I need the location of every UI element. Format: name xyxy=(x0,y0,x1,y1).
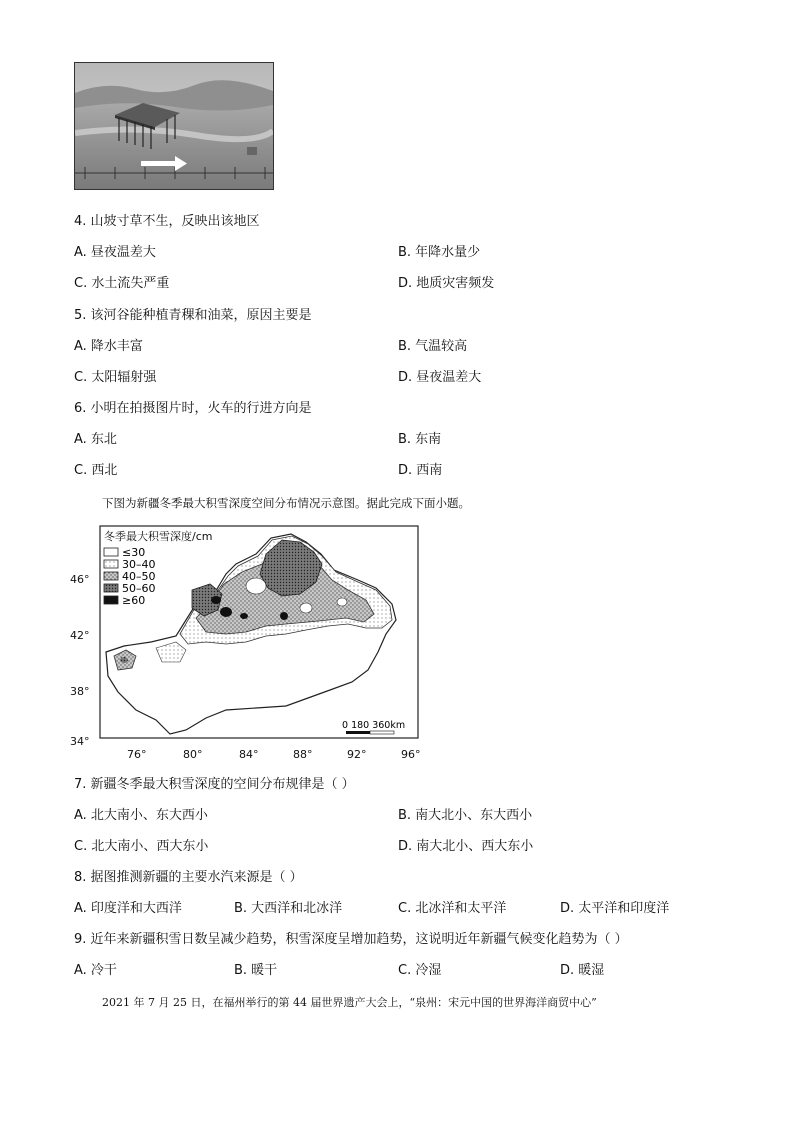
lon-label-96: 96° xyxy=(401,748,421,761)
question-6-option-c[interactable]: C. 西北 xyxy=(74,463,118,478)
question-5-option-d[interactable]: D. 昼夜温差大 xyxy=(398,370,482,385)
lon-label-92: 92° xyxy=(347,748,367,761)
legend-item-4: 50–60 xyxy=(122,582,156,595)
lat-label-42: 42° xyxy=(70,629,90,642)
lon-label-88: 88° xyxy=(293,748,313,761)
question-8-option-b[interactable]: B. 大西洋和北冰洋 xyxy=(234,901,343,916)
question-5-stem: 5. 该河谷能种植青稞和油菜，原因主要是 xyxy=(74,308,312,323)
legend-item-2: 30–40 xyxy=(122,558,156,571)
question-9-stem: 9. 近年来新疆积雪日数呈减少趋势，积雪深度呈增加趋势，这说明近年新疆气候变化趋势为（ ） xyxy=(74,932,628,947)
question-7-option-a[interactable]: A. 北大南小、东大西小 xyxy=(74,808,208,823)
lat-label-38: 38° xyxy=(70,685,90,698)
question-6-option-a[interactable]: A. 东北 xyxy=(74,432,117,447)
question-7-option-d[interactable]: D. 南大北小、西大东小 xyxy=(398,839,534,854)
question-5-option-c[interactable]: C. 太阳辐射强 xyxy=(74,370,157,385)
question-9-option-c[interactable]: C. 冷湿 xyxy=(398,963,442,978)
question-8-option-d[interactable]: D. 太平洋和印度洋 xyxy=(560,901,670,916)
lat-label-34: 34° xyxy=(70,735,90,748)
legend-item-1: ≤30 xyxy=(122,546,146,559)
question-4-option-c[interactable]: C. 水土流失严重 xyxy=(74,276,170,291)
map-legend-title: 冬季最大积雪深度/cm xyxy=(104,530,213,543)
question-9-option-b[interactable]: B. 暖干 xyxy=(234,963,278,978)
question-7-option-c[interactable]: C. 北大南小、西大东小 xyxy=(74,839,209,854)
lon-label-84: 84° xyxy=(239,748,259,761)
question-9-option-d[interactable]: D. 暖湿 xyxy=(560,963,605,978)
question-6-option-b[interactable]: B. 东南 xyxy=(398,432,442,447)
snow-depth-map xyxy=(96,524,420,760)
legend-item-3: 40–50 xyxy=(122,570,156,583)
question-4-stem: 4. 山坡寸草不生，反映出该地区 xyxy=(74,214,260,229)
map-intro-text: 下图为新疆冬季最大积雪深度空间分布情况示意图。据此完成下面小题。 xyxy=(102,496,470,510)
question-8-stem: 8. 据图推测新疆的主要水汽来源是（ ） xyxy=(74,870,303,885)
question-9-option-a[interactable]: A. 冷干 xyxy=(74,963,117,978)
question-6-option-d[interactable]: D. 西南 xyxy=(398,463,443,478)
lon-label-76: 76° xyxy=(127,748,147,761)
lat-label-46: 46° xyxy=(70,573,90,586)
question-6-stem: 6. 小明在拍摄图片时，火车的行进方向是 xyxy=(74,401,312,416)
lon-label-80: 80° xyxy=(183,748,203,761)
question-5-option-b[interactable]: B. 气温较高 xyxy=(398,339,468,354)
question-4-option-a[interactable]: A. 昼夜温差大 xyxy=(74,245,156,260)
next-section-intro: 2021 年 7 月 25 日，在福州举行的第 44 届世界遗产大会上，“泉州：宋元中国的世界海洋商贸中心” xyxy=(102,996,597,1009)
question-8-option-a[interactable]: A. 印度洋和大西洋 xyxy=(74,901,182,916)
question-7-stem: 7. 新疆冬季最大积雪深度的空间分布规律是（ ） xyxy=(74,777,355,792)
map-scale-label: 0 180 360km xyxy=(342,720,406,731)
question-7-option-b[interactable]: B. 南大北小、东大西小 xyxy=(398,808,533,823)
legend-item-5: ≥60 xyxy=(122,594,146,607)
question-8-option-c[interactable]: C. 北冰洋和太平洋 xyxy=(398,901,507,916)
landscape-photo xyxy=(74,62,274,190)
question-4-option-b[interactable]: B. 年降水量少 xyxy=(398,245,481,260)
question-4-option-d[interactable]: D. 地质灾害频发 xyxy=(398,276,495,291)
question-5-option-a[interactable]: A. 降水丰富 xyxy=(74,339,143,354)
